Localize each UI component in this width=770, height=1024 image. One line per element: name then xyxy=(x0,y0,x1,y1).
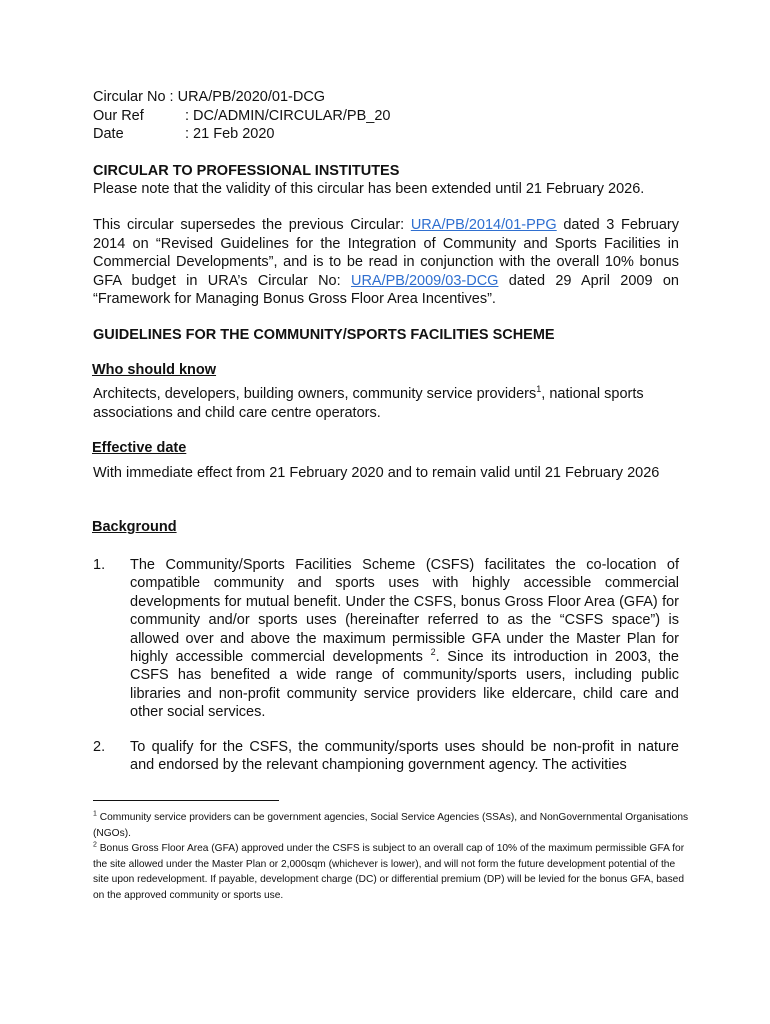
item-number: 1. xyxy=(93,557,106,573)
validity-note: Please note that the validity of this circular has been extended until 21 February 2026. xyxy=(93,181,645,197)
who-should-know-heading: Who should know xyxy=(92,362,217,378)
effective-date-heading: Effective date xyxy=(92,440,187,456)
who-text-b: , national sports associations and child care centre operators. xyxy=(93,386,644,421)
circular-2009-link[interactable]: URA/PB/2009/03-DCG xyxy=(350,272,499,289)
footnote-2-text: Bonus Gross Floor Area (GFA) approved under the CSFS is subject to an overall cap of 10% of the maximum permissible GFA for the site allowed under the Master Plan or 2,000sqm (whichever is lower), and will not form the future development potential of the site upon redevelopment. If payable, development charge (DC) or differential premium (DP) will be levied for the bonus GFA, based on the approved community or sports use. xyxy=(93,843,685,901)
intro-text-3: dated 29 April 2009 on “Framework for Managing Bonus Gross Floor Area Incentives”. xyxy=(93,272,680,307)
footnote-2 xyxy=(93,841,691,903)
our-ref-label: Our Ref xyxy=(93,107,144,124)
item-text: To qualify for the CSFS, the community/sports uses should be non-profit in nature and endorsed by the relevant championing government agency. The activities xyxy=(130,739,679,774)
list-item xyxy=(93,556,679,722)
date-value: : 21 Feb 2020 xyxy=(185,126,275,142)
background-heading: Background xyxy=(92,519,177,535)
circular-2014-link[interactable]: URA/PB/2014/01-PPG xyxy=(410,217,557,233)
effective-date-text: With immediate effect from 21 February 2020 and to remain valid until 21 February 2026 xyxy=(93,465,660,481)
date-label: Date xyxy=(93,126,124,142)
footnote-divider xyxy=(93,800,279,801)
circular-no-value: : URA/PB/2020/01-DCG xyxy=(169,89,326,105)
intro-text-2: dated 3 February 2014 on “Revised Guidelines for the Integration of Community and Sports Facilities in Commercial Developments”, and is to be read in conjunction with the overall 10% bonus GFA budget in URA’s Circular No: xyxy=(93,217,679,289)
date-row xyxy=(93,125,679,144)
item-1-text-b: . Since its introduction in 2003, the CSFS has benefited a wide range of community/sports users, including public libraries and non-profit community service providers like eldercare, child care and other social services. xyxy=(130,649,679,721)
footnote-2-number: 2 xyxy=(93,841,97,849)
list-item xyxy=(93,738,679,775)
circular-no-label: Circular No xyxy=(93,89,166,105)
footnote-ref-2[interactable]: 2 xyxy=(430,647,436,658)
intro-text-1: This circular supersedes the previous Circular: xyxy=(93,217,411,233)
intro-paragraph xyxy=(93,216,679,309)
who-text-a: Architects, developers, building owners, community service providers xyxy=(93,386,537,402)
circular-header xyxy=(93,88,679,144)
item-number: 2. xyxy=(93,739,106,755)
item-1-text-a: The Community/Sports Facilities Scheme (CSFS) facilitates the co-location of compatible community and sports uses with highly accessible commercial developments for mutual benefit. Under the CSFS, bonus Gross Floor Area (GFA) for community and/or sports uses (hereinafter referred to as the “CSFS space”) is allowed over and above the maximum permissible GFA under the Master Plan for highly accessible commercial developments xyxy=(130,557,679,666)
who-should-know-text xyxy=(93,385,679,422)
guidelines-heading: GUIDELINES FOR THE COMMUNITY/SPORTS FACILITIES SCHEME xyxy=(93,327,555,343)
our-ref-row xyxy=(93,107,679,126)
item-text xyxy=(130,556,679,722)
footnote-ref-1[interactable]: 1 xyxy=(536,384,542,395)
footnote-1-text: Community service providers can be government agencies, Social Service Agencies (SSAs), and NonGovernmental Organisations (NGOs). xyxy=(93,812,689,839)
circular-title: CIRCULAR TO PROFESSIONAL INSTITUTES xyxy=(93,163,400,179)
our-ref-value: : DC/ADMIN/CIRCULAR/PB_20 xyxy=(185,107,391,124)
circular-no-row xyxy=(93,88,679,107)
footnote-1 xyxy=(93,810,691,841)
footnote-1-number: 1 xyxy=(93,810,97,818)
